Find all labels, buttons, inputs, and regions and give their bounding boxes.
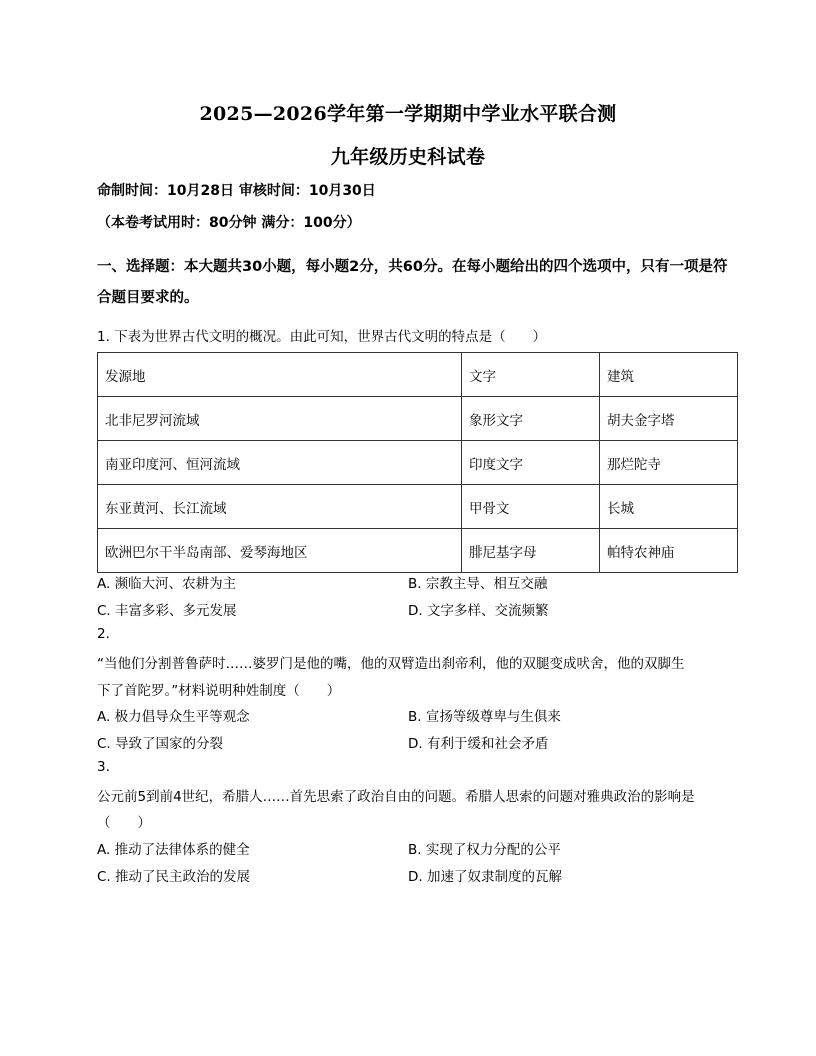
- table-cell: 印度文字: [462, 441, 600, 485]
- question-2-stem-line-2: 下了首陀罗。”材料说明种姓制度（ ）: [97, 683, 341, 699]
- question-2-option-b[interactable]: B. 宣扬等级尊卑与生俱来: [408, 709, 561, 725]
- question-1-option-c[interactable]: C. 丰富多彩、多元发展: [97, 603, 237, 619]
- question-3-stem-line-1: 公元前5到前4世纪，希腊人……首先思索了政治自由的问题。希腊人思索的问题对雅典政治的影响是: [97, 789, 695, 805]
- table-cell: 象形文字: [462, 397, 600, 441]
- section-heading: 一、选择题：本大题共30小题，每小题2分，共60分。在每小题给出的四个选项中，只有一项是符合题目要求的。: [97, 259, 728, 306]
- question-2-option-c[interactable]: C. 导致了国家的分裂: [97, 736, 224, 752]
- question-3-option-c[interactable]: C. 推动了民主政治的发展: [97, 869, 251, 885]
- question-2-option-a[interactable]: A. 极力倡导众生平等观念: [97, 709, 250, 725]
- table-cell: 腓尼基字母: [462, 529, 600, 573]
- table-row: [98, 441, 738, 485]
- question-2-number: 2.: [97, 626, 110, 642]
- table-cell: 甲骨文: [462, 485, 600, 529]
- question-2-option-d[interactable]: D. 有利于缓和社会矛盾: [408, 736, 549, 752]
- table-row: [98, 485, 738, 529]
- question-3-option-d[interactable]: D. 加速了奴隶制度的瓦解: [408, 869, 562, 885]
- civilization-table: [97, 352, 738, 573]
- table-header-cell: 文字: [462, 353, 600, 397]
- exam-duration-score: （本卷考试用时：80分钟 满分：100分）: [97, 215, 361, 231]
- table-cell: 北非尼罗河流域: [98, 397, 462, 441]
- table-header-cell: 建筑: [600, 353, 738, 397]
- exam-subtitle: 九年级历史科试卷: [330, 146, 486, 168]
- table-cell: 长城: [600, 485, 738, 529]
- table-cell: 胡夫金字塔: [600, 397, 738, 441]
- question-3-option-b[interactable]: B. 实现了权力分配的公平: [408, 842, 561, 858]
- question-3-number: 3.: [97, 759, 110, 775]
- table-row: [98, 397, 738, 441]
- table-cell: 欧洲巴尔干半岛南部、爱琴海地区: [98, 529, 462, 573]
- table-header-row: [98, 353, 738, 397]
- table-cell: 南亚印度河、恒河流域: [98, 441, 462, 485]
- table-cell: 东亚黄河、长江流域: [98, 485, 462, 529]
- table-row: [98, 529, 738, 573]
- question-1-option-b[interactable]: B. 宗教主导、相互交融: [408, 576, 548, 592]
- question-1-stem: 1. 下表为世界古代文明的概况。由此可知，世界古代文明的特点是（ ）: [97, 329, 547, 345]
- question-3-option-a[interactable]: A. 推动了法律体系的健全: [97, 842, 250, 858]
- question-1-option-d[interactable]: D. 文字多样、交流频繁: [408, 603, 549, 619]
- exam-dates: 命制时间：10月28日 审核时间：10月30日: [97, 183, 376, 199]
- question-3-stem-line-2: （ ）: [97, 815, 151, 831]
- question-2-stem-line-1: “当他们分割普鲁萨时……婆罗门是他的嘴，他的双臂造出刹帝利，他的双腿变成吠舍，他的双脚生: [97, 656, 685, 672]
- table-cell: 那烂陀寺: [600, 441, 738, 485]
- exam-title: 2025—2026学年第一学期期中学业水平联合测: [199, 103, 617, 125]
- table-cell: 帕特农神庙: [600, 529, 738, 573]
- question-1-option-a[interactable]: A. 濒临大河、农耕为主: [97, 576, 237, 592]
- table-header-cell: 发源地: [98, 353, 462, 397]
